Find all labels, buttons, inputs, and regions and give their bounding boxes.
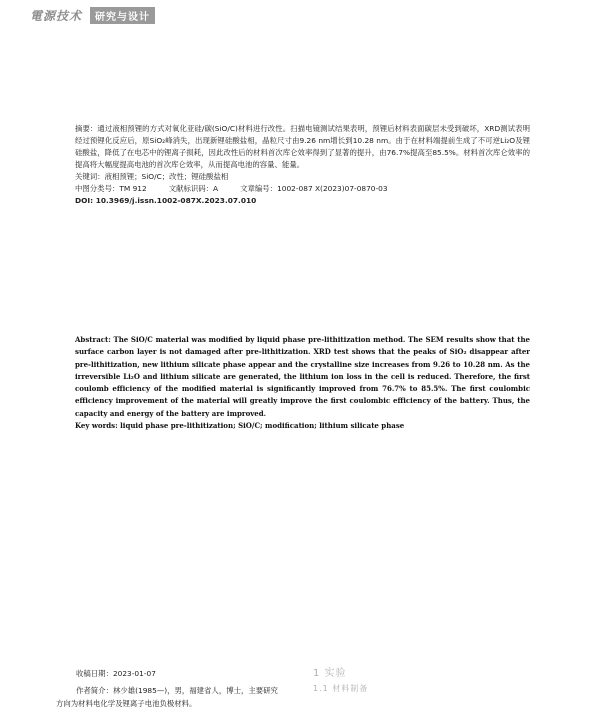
page-header: [30, 7, 155, 23]
classification-row: [75, 183, 530, 195]
doi: DOI: 10.3969/j.issn.1002-087X.2023.07.010: [75, 196, 257, 205]
document-code: 文献标识码：A: [168, 184, 219, 193]
chinese-keywords: 关键词：液相预锂；SiO/C；改性；锂硅酸盐相: [75, 172, 229, 181]
english-abstract: Abstract: The SiO/C material was modified by liquid phase pre-lithitization method. The SEM results show that the surface carbon layer is not damaged after pre-lithitization. XRD test shows that the peaks of SiO₂ disappear after pre-lithitization, new lithium silicate phase appear and the crystalline size increases from 9.26 to 10.28 nm. As the irreversible Li₂O and lithium silicate are generated, the lithium ion loss in the cell is reduced. Therefore, the first coulomb efficiency of the modified material is significantly improved from 76.7% to 85.5%. The first coulombic efficiency improvement of the material will greatly improve the first coulombic efficiency of the battery. Thus, the capacity and energy of the battery are improved.: [75, 335, 530, 418]
english-abstract-block: [75, 334, 530, 432]
author-info-line2: 方向为材料电化学及锂离子电池负极材料。: [56, 699, 197, 708]
received-date: 收稿日期：2023-01-07: [76, 669, 156, 678]
journal-logo: 電源技术: [30, 8, 83, 23]
author-info-line1: 作者简介：林少雄(1985—)，男，福建省人，博士，主要研究: [76, 686, 278, 695]
clc-number: 中图分类号：TM 912: [75, 184, 147, 193]
article-number: 文章编号：1002-087 X(2023)07-0870-03: [240, 184, 388, 193]
chinese-abstract-block: [75, 123, 530, 207]
author-info: [56, 684, 301, 710]
english-keywords: Key words: liquid phase pre-lithitization; SiO/C; modification; lithium silicate phase: [75, 421, 405, 431]
section-heading: 1 实验: [313, 668, 347, 679]
section-subheading: 1.1 材料制备: [313, 684, 369, 693]
chinese-abstract: 摘要：通过液相预锂的方式对氧化亚硅/碳(SiO/C)材料进行改性。扫描电镜测试结果表明，预锂后材料表面碳层未受到破坏，XRD测试表明经过预锂化反应后，原SiO₂峰消失，出现新锂硅酸盐相，晶粒尺寸由9.26 nm增长到10.28 nm。由于在材料端提前生成了不可逆Li₂O及锂硅酸盐，降低了在电芯中的锂离子损耗，因此改性后的材料首次库仑效率得到了显著的提升，由76.7%提高至85.5%。材料首次库仑效率的提高将大幅度提高电池的首次库仑效率，从而提高电池的容量、能量。: [75, 124, 530, 169]
section-tag: 研究与设计: [90, 7, 155, 24]
